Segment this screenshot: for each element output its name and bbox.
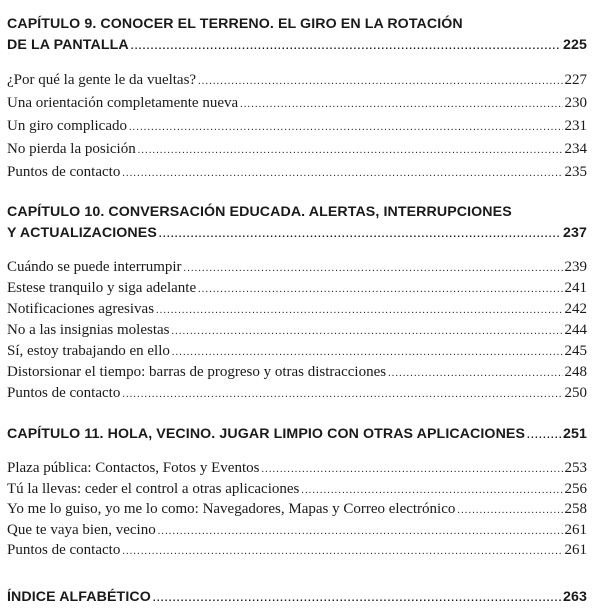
dot-leader (159, 224, 561, 245)
entry-title: Un giro complicado (7, 118, 127, 134)
index-page: 263 (563, 588, 587, 605)
dot-leader (153, 588, 561, 609)
entry-title: Sí, estoy trabajando en ello (7, 343, 170, 359)
toc-entry (7, 299, 587, 320)
toc-entry (7, 341, 587, 362)
chapter-11 (7, 424, 587, 561)
entry-page: 230 (564, 95, 587, 111)
entry-page: 248 (564, 364, 587, 380)
dot-leader (122, 542, 562, 563)
chapter-title-line2: DE LA PANTALLA (7, 37, 129, 53)
toc-entry (7, 161, 587, 184)
entry-page: 250 (564, 385, 587, 401)
index-title: ÍNDICE ALFABÉTICO (7, 588, 151, 605)
dot-leader (131, 36, 561, 57)
entry-page: 253 (564, 460, 587, 476)
dot-leader (457, 501, 562, 522)
toc-entry (7, 540, 587, 561)
entry-page: 261 (564, 542, 587, 558)
entry-title: Estese tranquilo y siga adelante (7, 280, 197, 296)
entry-page: 239 (564, 259, 587, 275)
index-heading (7, 587, 587, 609)
dot-leader (198, 279, 562, 300)
dot-leader (184, 258, 563, 279)
entry-page: 235 (564, 164, 587, 180)
entry-title: Distorsionar el tiempo: barras de progreso y otras distracciones (7, 364, 387, 380)
entry-title: Notificaciones agresivas (7, 301, 155, 317)
chapter-heading (7, 202, 587, 245)
chapter-10 (7, 202, 587, 404)
entry-title: Puntos de contacto (7, 164, 121, 180)
entry-list (7, 257, 587, 404)
toc-entry (7, 69, 587, 92)
chapter-title-line1: CAPÍTULO 10. CONVERSACIÓN EDUCADA. ALERTAS, INTERRUPCIONES (7, 204, 512, 220)
dot-leader (171, 321, 562, 342)
dot-leader (527, 425, 561, 446)
entry-title: No pierda la posición (7, 141, 136, 157)
entry-title: Plaza pública: Contactos, Fotos y Eventos (7, 460, 260, 476)
toc-entry (7, 115, 587, 138)
dot-leader (138, 139, 563, 162)
entry-list (7, 69, 587, 184)
entry-page: 244 (564, 322, 587, 338)
toc-entry (7, 383, 587, 404)
chapter-heading (7, 14, 587, 57)
entry-list (7, 458, 587, 561)
dot-leader (388, 363, 562, 384)
chapter-page: 237 (563, 225, 587, 241)
entry-title: Puntos de contacto (7, 385, 121, 401)
dot-leader (172, 342, 563, 363)
entry-title: Cuándo se puede interrumpir (7, 259, 182, 275)
toc-entry (7, 92, 587, 115)
toc-entry (7, 257, 587, 278)
dot-leader (122, 162, 562, 185)
entry-page: 258 (564, 501, 587, 517)
chapter-title-line2: Y ACTUALIZACIONES (7, 225, 157, 241)
entry-title: ¿Por qué la gente le da vueltas? (7, 72, 197, 88)
entry-title: Tú la llevas: ceder el control a otras aplicaciones (7, 480, 300, 497)
entry-page: 234 (564, 141, 587, 157)
entry-page: 227 (564, 72, 587, 88)
chapter-heading (7, 424, 587, 446)
toc-entry (7, 458, 587, 479)
entry-title: Una orientación completamente nueva (7, 95, 239, 111)
dot-leader (301, 481, 562, 502)
entry-page: 231 (564, 118, 587, 134)
chapter-page: 251 (563, 426, 587, 442)
toc-entry (7, 479, 587, 500)
entry-title: Que te vaya bien, vecino (7, 521, 156, 538)
toc-entry (7, 520, 587, 541)
entry-page: 245 (564, 343, 587, 359)
chapter-title-line1: CAPÍTULO 9. CONOCER EL TERRENO. EL GIRO EN LA ROTACIÓN (7, 16, 463, 32)
entry-page: 241 (564, 280, 587, 296)
dot-leader (129, 116, 563, 139)
dot-leader (198, 70, 562, 93)
dot-leader (261, 460, 562, 481)
table-of-contents (7, 14, 587, 609)
entry-page: 261 (564, 521, 587, 538)
toc-entry (7, 499, 587, 520)
dot-leader (156, 300, 562, 321)
chapter-title: CAPÍTULO 11. HOLA, VECINO. JUGAR LIMPIO CON OTRAS APLICACIONES (7, 426, 526, 442)
toc-entry (7, 278, 587, 299)
entry-page: 242 (564, 301, 587, 317)
chapter-9 (7, 14, 587, 184)
entry-page: 256 (564, 480, 587, 497)
entry-title: Puntos de contacto (7, 542, 121, 558)
entry-title: Yo me lo guiso, yo me lo como: Navegadores, Mapas y Correo electrónico (7, 501, 456, 517)
toc-entry (7, 138, 587, 161)
chapter-page: 225 (563, 37, 587, 53)
dot-leader (122, 384, 562, 405)
entry-title: No a las insignias molestas (7, 322, 170, 338)
toc-entry (7, 320, 587, 341)
dot-leader (158, 522, 563, 543)
toc-entry (7, 362, 587, 383)
dot-leader (240, 93, 562, 116)
